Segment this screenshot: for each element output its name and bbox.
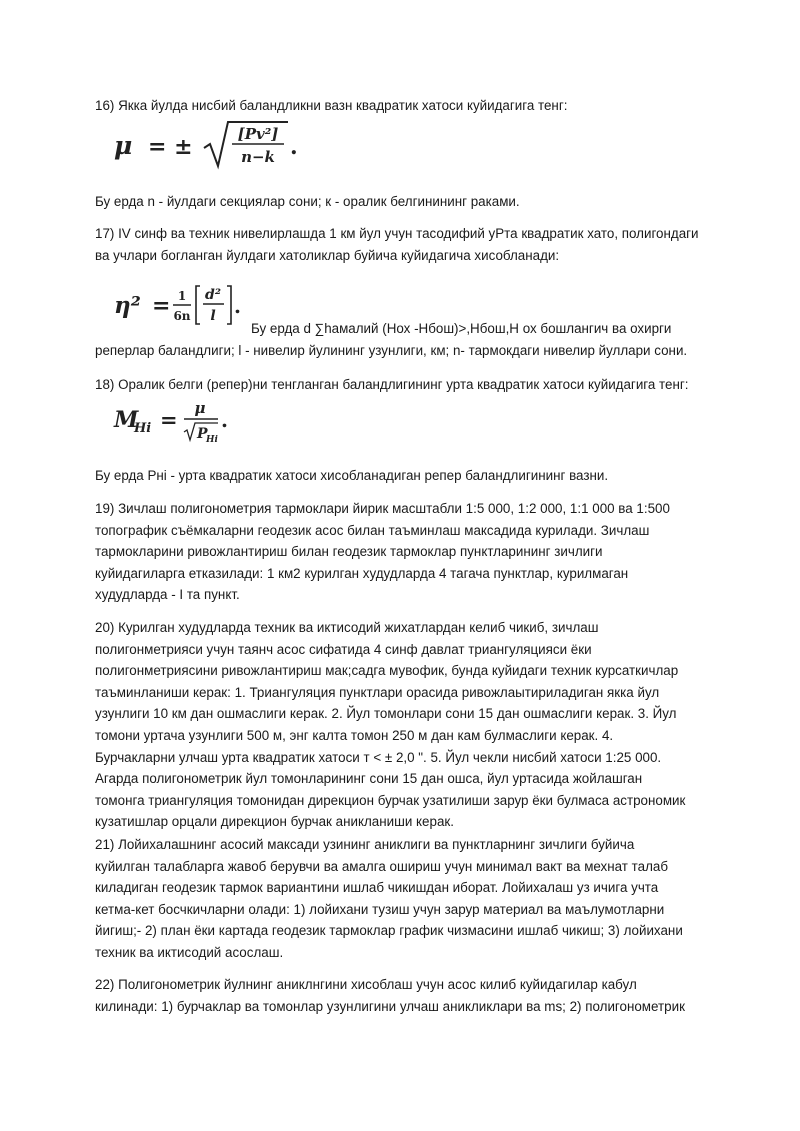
paragraph-17-after-line-2: реперлар баландлиги; l - нивелир йулининг узунлиги, км; n- тармокдаги нивелир йуллари сони.: [95, 342, 688, 358]
formula-eta-d2: d²: [205, 287, 221, 303]
formula-mu: [112, 118, 302, 174]
formula-mhi-den-sub: Hi: [206, 435, 218, 445]
paragraph-22-line-2: килинади: 1) бурчаклар ва томонлар узунлигини улчаш аникликлари ва ms; 2) полигонометрик: [95, 998, 685, 1014]
formula-mhi-num: μ: [194, 399, 206, 417]
paragraph-20-line-9: томонга триангуляция томонидан дирекцион бурчак узатилиши зарур ёки булмаса астрономик: [95, 792, 686, 808]
paragraph-20-line-5: узунлиги 10 км дан ошмаслиги керак. 2. Йул томонлари сони 15 дан ошмаслиги керак. 3. Йул: [95, 706, 677, 722]
paragraph-20-line-8: Агарда полигонометрик йул томонларининг сони 15 дан ошса, йул уртасида жойлашган: [95, 771, 643, 787]
formula-mu-eq: = ±: [148, 134, 193, 160]
paragraph-18-after: [95, 465, 707, 487]
formula-mu-end: .: [290, 134, 298, 160]
paragraph-20-line-10: кузатишлар орцали дирекцион бурчак аникланиши керак.: [95, 814, 454, 830]
formula-eta-eq: =: [152, 293, 171, 319]
formula-mhi-end: .: [221, 408, 228, 432]
formula-eta-l: l: [210, 308, 216, 324]
paragraph-19-line-3: тармокларини ривожлантириш билан геодезик тармоклар пунктларининг зичлиги: [95, 544, 603, 560]
paragraph-20-line-2: полигонметрияси учун таянч асос сифатида 4 синф давлат триангуляцияси ёки: [95, 641, 592, 657]
paragraph-20-line-4: таъминланиши керак: 1. Триангуляция пунктлари орасида ривожлаытириладиган якка йул: [95, 684, 660, 700]
formula-eta-end: .: [234, 294, 241, 318]
paragraph-22-line-1: 22) Полигонометрик йулнинг аниклнгини хисоблаш учун асос килиб куйидагилар кабул: [95, 977, 637, 992]
paragraph-20-line-1: 20) Курилган худудларда техник ва иктисодий жихатлардан келиб чикиб, зичлаш: [95, 620, 599, 635]
paragraph-21-line-1: 21) Лойихалашнинг асосий максади узининг аниклиги ва пунктларнинг зичлиги буйича: [95, 837, 635, 852]
formula-eta-6n: 6n: [173, 309, 191, 323]
paragraph-19-line-4: куйидагиларга етказилади: 1 км2 курилган худудларда 4 тагача пунктлар, курилмаган: [95, 565, 629, 581]
formula-mu-den: n−k: [241, 148, 275, 166]
formula-mhi-lhs-sub: Hi: [134, 421, 152, 436]
paragraph-21-line-6: техник ва иктисодий асослаш.: [95, 944, 284, 960]
paragraph-16-text: 16) Якка йулда нисбий баландликни вазн квадратик хатоси куйидагига тенг:: [95, 98, 568, 113]
paragraph-21-line-3: киладиган геодезик тармок вариантини ишлаб чикишдан иборат. Лойихалаш уз ичига учта: [95, 880, 659, 896]
paragraph-20-line-6: томони уртача узунлиги 500 м, энг калта томон 250 м дан кам булмаслиги керак. 4.: [95, 727, 614, 743]
paragraph-19-line-1: 19) Зичлаш полигонометрия тармоклари йирик масштабли 1:5 000, 1:2 000, 1:1 000 ва 1:500: [95, 501, 670, 516]
paragraph-17-line-1: 17) IV синф ва техник нивелирлашда 1 км йул учун тасодифий уРта квадратик хато, полигондаги: [95, 226, 699, 241]
paragraph-19-line-5: худудларда - I та пункт.: [95, 587, 240, 603]
paragraph-20-line-7: Бурчакларни улчаш урта квадратик хатоси т < ± 2,0 ". 5. Йул чекли нисбий хатоси 1:25 000.: [95, 749, 662, 765]
paragraph-21: [95, 834, 707, 964]
formula-mu-lhs: μ: [114, 131, 133, 160]
paragraph-19: [95, 498, 707, 606]
paragraph-17-after: [95, 318, 707, 361]
formula-eta-one: 1: [177, 289, 187, 303]
formula-mhi: [112, 396, 232, 446]
paragraph-21-line-2: куйилган талабларга жавоб берувчи ва амалга ошириш учун минимал вакт ва мехнат талаб: [95, 858, 669, 874]
formula-mhi-den: P: [197, 426, 208, 442]
paragraph-21-line-5: йигиш;- 2) план ёки картада геодезик тармоклар график чизмасини ишлаб чикиш; 3) лойихани: [95, 923, 683, 939]
paragraph-18-text: 18) Оралик белги (репер)ни тенгланган баландлигининг урта квадратик хатоси куйидагига тенг:: [95, 377, 689, 392]
paragraph-16-after-text: Бу ерда n - йулдаги секциялар сони; к - оралик белгинининг раками.: [95, 194, 520, 209]
paragraph-20: [95, 617, 707, 833]
paragraph-20-line-3: полигонметриясини ривожлантириш мак;садга мувофик, бунда куйидаги техник курсаткичлар: [95, 663, 679, 679]
paragraph-17: [95, 223, 707, 266]
formula-mhi-lhs: M: [114, 407, 139, 433]
formula-mu-num: [Pv²]: [237, 125, 279, 143]
paragraph-18-after-text: Бу ерда Рнi - урта квадратик хатоси хисобланадиган репер баландлигининг вазни.: [95, 468, 609, 483]
paragraph-16: [95, 95, 707, 117]
paragraph-22: [95, 974, 707, 1017]
paragraph-16-after: [95, 191, 707, 213]
paragraph-21-line-4: кетма-кет босчкичларни олади: 1) лойихани тузиш учун зарур материал ва маълумотларни: [95, 901, 665, 917]
paragraph-18: [95, 374, 707, 396]
formula-mhi-eq: =: [160, 407, 178, 432]
paragraph-19-line-2: топографик съёмкаларни геодезик асос билан таъминлаш максадида курилади. Зичлаш: [95, 522, 650, 538]
paragraph-17-after-line-1: Бу ерда d ∑hамалий (Нох -Нбош)>,Нбош,Н ох бошлангич ва охирги: [251, 321, 672, 336]
paragraph-17-line-2: ва учлари богланган йулдаги хатоликлар буйича куйидагича хисобланади:: [95, 247, 560, 263]
formula-eta-lhs: η²: [114, 292, 141, 319]
